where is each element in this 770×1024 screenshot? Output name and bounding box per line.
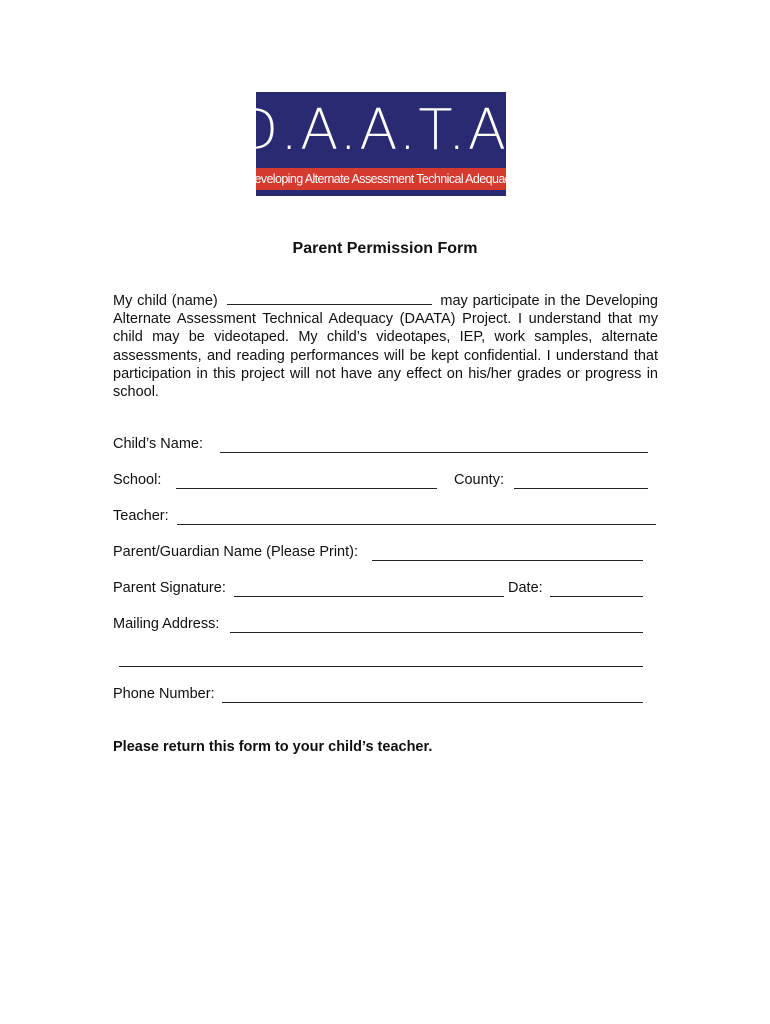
phone-number-label: Phone Number: [113,686,215,702]
intro-prefix: My child (name) [113,293,218,309]
date-label: Date: [508,580,543,596]
county-field[interactable] [514,488,648,489]
mailing-address-field-2[interactable] [119,666,643,667]
logo-bottom-border [256,190,506,196]
parent-signature-field[interactable] [234,596,504,597]
child-name-label: Child’s Name: [113,436,203,452]
daata-logo [235,92,527,196]
intro-body: may participate in the Developing Alternate Assessment Technical Adequacy (DAATA) Project. I understand that my child may be videotaped. My child’s videotapes, IEP, work samples, alternate assessments, and reading performances will be kept confidential. I understand that participation in this project will not have any effect on his/her grades or progress in school. [113,293,658,401]
phone-number-field[interactable] [222,702,643,703]
logo-letters: D.A.A.T.A. [235,97,527,163]
teacher-label: Teacher: [113,508,169,524]
teacher-field[interactable] [177,524,656,525]
child-name-inline-blank[interactable] [227,292,432,305]
date-field[interactable] [550,596,643,597]
mailing-address-label: Mailing Address: [113,616,220,632]
intro-paragraph [113,292,658,401]
parent-guardian-field[interactable] [372,560,643,561]
form-title: Parent Permission Form [292,240,478,257]
return-instructions: Please return this form to your child’s teacher. [113,739,433,755]
school-label: School: [113,472,162,488]
school-field[interactable] [176,488,437,489]
parent-guardian-label: Parent/Guardian Name (Please Print): [113,544,358,560]
county-label: County: [454,472,504,488]
logo-tagline: Developing Alternate Assessment Technical Adequacy [256,168,506,190]
mailing-address-field-1[interactable] [230,632,643,633]
parent-signature-label: Parent Signature: [113,580,226,596]
child-name-field[interactable] [220,452,648,453]
